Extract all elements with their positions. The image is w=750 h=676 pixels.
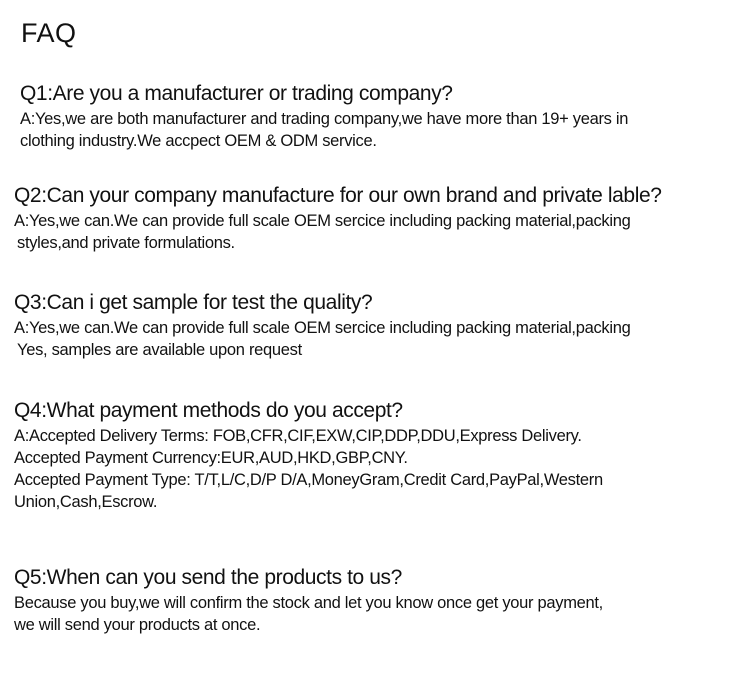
faq-item-1 bbox=[20, 81, 746, 152]
faq-question-5: Q5:When can you send the products to us? bbox=[14, 566, 402, 589]
faq-question-1: Q1:Are you a manufacturer or trading company? bbox=[20, 82, 453, 105]
faq-answer-5-line-1: Because you buy,we will confirm the stock and let you know once get your payment, bbox=[14, 594, 603, 612]
faq-answer-4-line-3: Accepted Payment Type: T/T,L/C,D/P D/A,MoneyGram,Credit Card,PayPal,Western bbox=[14, 471, 603, 489]
faq-item-4 bbox=[14, 398, 740, 513]
faq-answer-4-line-1: A:Accepted Delivery Terms: FOB,CFR,CIF,EXW,CIP,DDP,DDU,Express Delivery. bbox=[14, 427, 582, 445]
faq-question-4: Q4:What payment methods do you accept? bbox=[14, 399, 403, 422]
faq-answer-3-line-2: Yes, samples are available upon request bbox=[17, 341, 302, 359]
faq-item-5 bbox=[14, 565, 740, 636]
page-title: FAQ bbox=[21, 18, 77, 48]
faq-answer-4-line-2: Accepted Payment Currency:EUR,AUD,HKD,GBP,CNY. bbox=[14, 449, 408, 467]
faq-question-3: Q3:Can i get sample for test the quality? bbox=[14, 291, 373, 314]
faq-answer-5-line-2: we will send your products at once. bbox=[14, 616, 261, 634]
faq-answer-2-line-2: styles,and private formulations. bbox=[17, 234, 235, 252]
faq-answer-1-line-1: A:Yes,we are both manufacturer and trading company,we have more than 19+ years in bbox=[20, 110, 629, 128]
faq-answer-2-line-1: A:Yes,we can.We can provide full scale OEM sercice including packing material,packing bbox=[14, 212, 631, 230]
faq-answer-3-line-1: A:Yes,we can.We can provide full scale OEM sercice including packing material,packing bbox=[14, 319, 631, 337]
faq-answer-1-line-2: clothing industry.We accpect OEM & ODM service. bbox=[20, 132, 377, 150]
faq-question-2: Q2:Can your company manufacture for our own brand and private lable? bbox=[14, 184, 662, 207]
faq-answer-4-line-4: Union,Cash,Escrow. bbox=[14, 493, 158, 511]
faq-item-3 bbox=[14, 290, 740, 361]
faq-item-2 bbox=[14, 183, 740, 254]
